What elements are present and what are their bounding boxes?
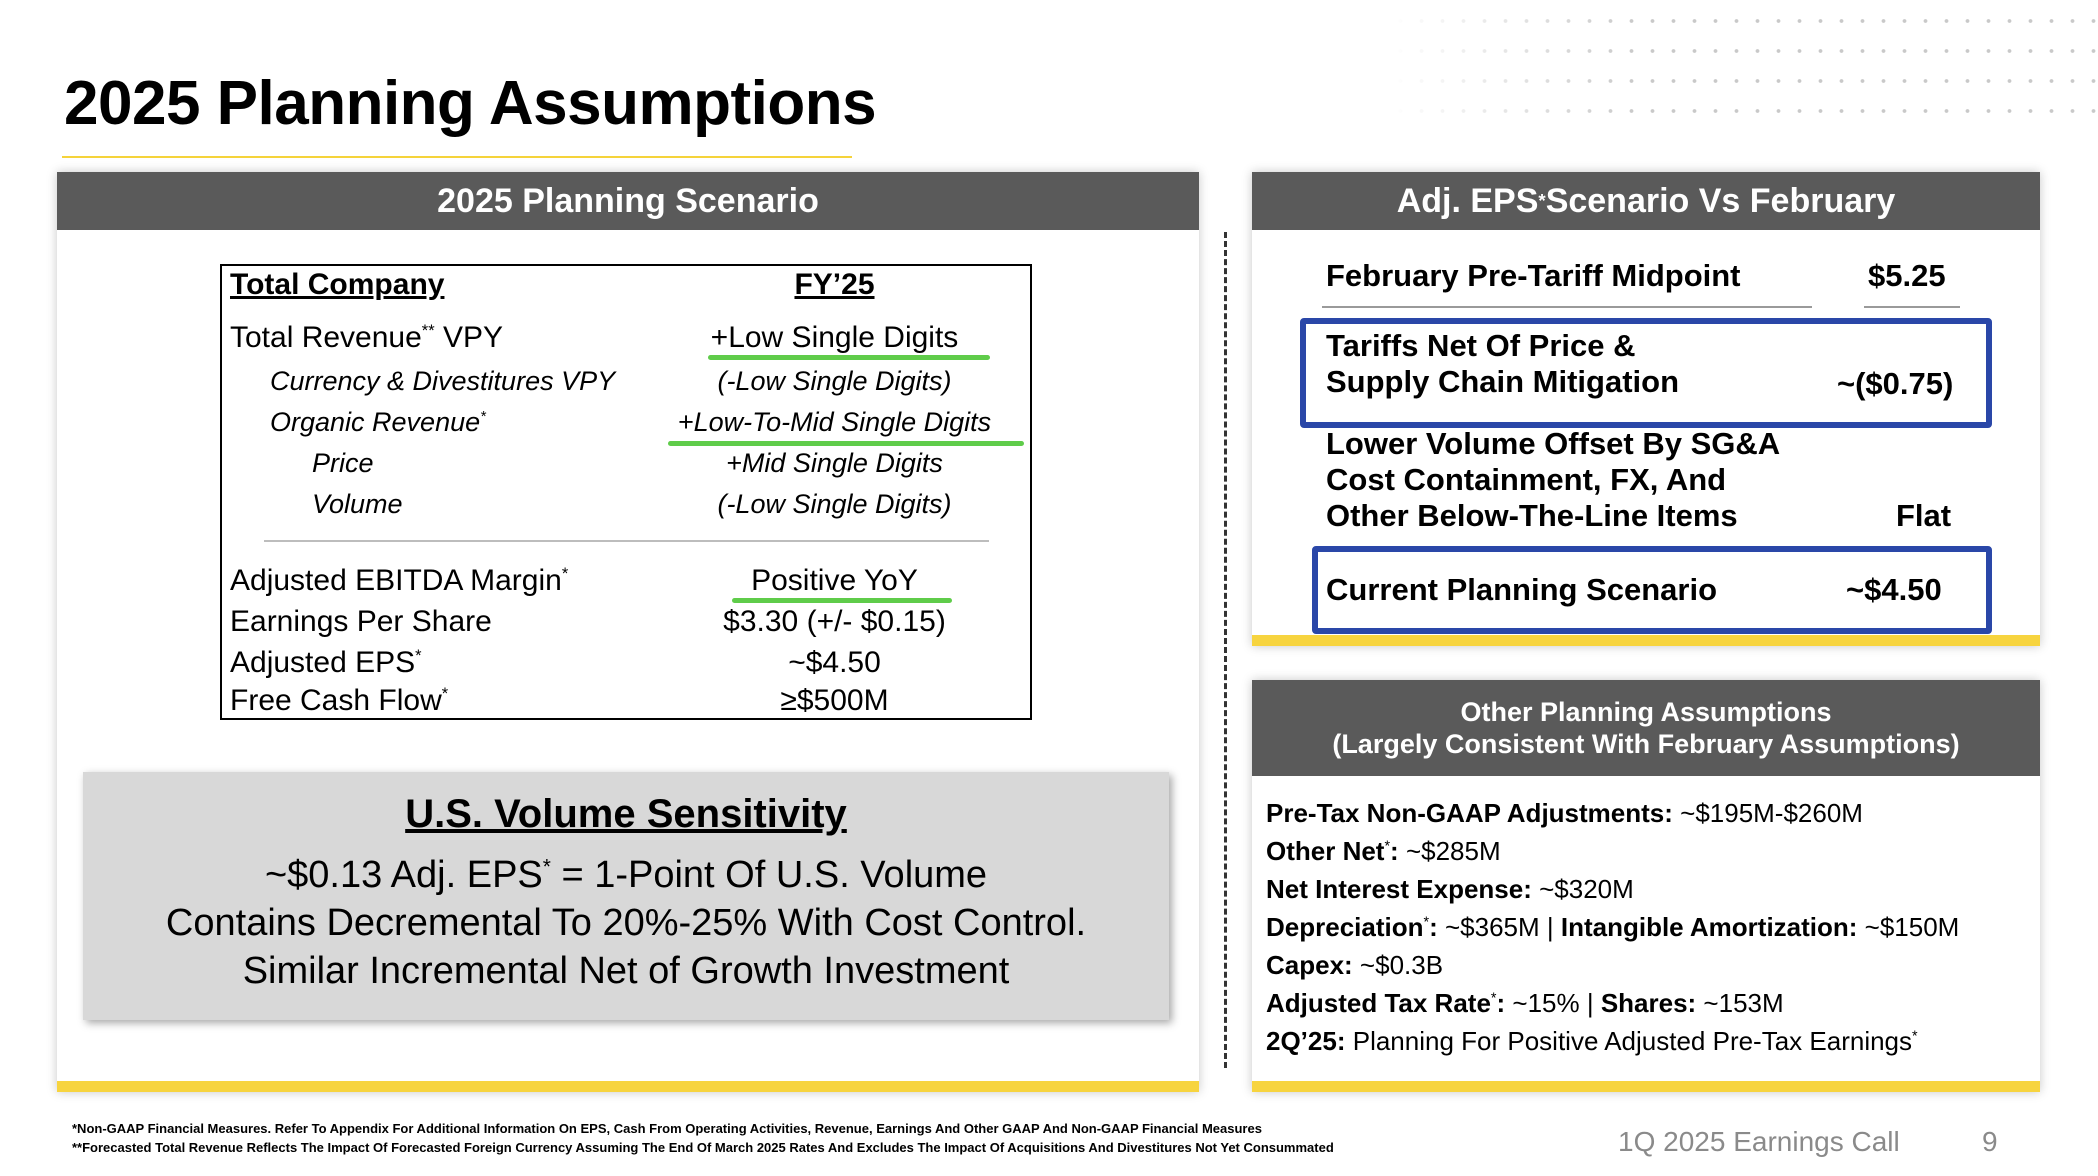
sensitivity-line: ~$0.13 Adj. EPS* = 1-Point Of U.S. Volume: [264, 854, 988, 896]
row-value: $3.30 (+/- $0.15): [723, 605, 946, 638]
assumption-item: Capex: ~$0.3B: [1266, 950, 1444, 980]
row-value: (-Low Single Digits): [717, 489, 952, 519]
row-underline: [1864, 306, 1960, 308]
eps-row-value: ~($0.75): [1837, 366, 1954, 401]
planning-scenario-header: 2025 Planning Scenario: [57, 172, 1199, 230]
other-assumptions-header: Other Planning Assumptions (Largely Consistent With February Assumptions): [1252, 680, 2040, 776]
table-divider: [264, 540, 989, 542]
page-number: 9: [1982, 1126, 1998, 1157]
title-underline: [62, 156, 852, 158]
row-value: Positive YoY: [751, 564, 918, 597]
yellow-accent-band: [1252, 635, 2040, 646]
fy25-table: Total Company FY’25 Total Revenue** VPY +Low Single Digits Currency & Divestitures VPY (-Low Single Digits) Organic Revenue* +Low-To-Mid Single Digits Price +Mid Single Digits Volume (-Low Single Digits) Adjusted EBITDA Margin* Positive YoY Earnings Per Share $3.30 (+/- $0.15) Adjusted EPS* ~$4.50 Free Cash Flow* ≥$500M: [220, 264, 1032, 720]
row-value: +Low-To-Mid Single Digits: [677, 407, 992, 437]
col-header-fy25: FY’25: [794, 268, 875, 301]
eps-row-value: ~$4.50: [1846, 572, 1942, 607]
assumption-item: 2Q’25: Planning For Positive Adjusted Pre-Tax Earnings*: [1266, 1026, 1918, 1056]
sensitivity-title: U.S. Volume Sensitivity: [405, 792, 847, 836]
volume-sensitivity-box: [83, 772, 1169, 1020]
eps-scenario-panel: [1252, 172, 2040, 646]
page-title: 2025 Planning Assumptions: [64, 69, 877, 138]
eps-row-label: Tariffs Net Of Price & Supply Chain Mitigation: [1326, 328, 1680, 399]
footnote: **Forecasted Total Revenue Reflects The Impact Of Forecasted Foreign Currency Assuming The End Of March 2025 Rates And Excludes The Impact Of Acquisitions And Divestitures Not Yet Consummated: [72, 1140, 1334, 1155]
row-value: +Low Single Digits: [710, 321, 959, 354]
yellow-accent-band: [1252, 1081, 2040, 1092]
planning-scenario-panel: [57, 172, 1199, 1092]
col-header-total-company: Total Company: [230, 268, 445, 301]
assumption-item: Net Interest Expense: ~$320M: [1266, 874, 1634, 904]
row-underline: [1322, 306, 1812, 308]
eps-row-label: Lower Volume Offset By SG&A Cost Containment, FX, And Other Below-The-Line Items: [1326, 426, 1781, 533]
footer-event-label: 1Q 2025 Earnings Call: [1618, 1126, 1900, 1157]
row-value: ~$4.50: [788, 646, 881, 679]
row-value: (-Low Single Digits): [717, 366, 952, 396]
row-value: ≥$500M: [780, 684, 889, 717]
assumption-item: Other Net*: ~$285M: [1266, 836, 1501, 866]
sensitivity-line: Similar Incremental Net of Growth Investment: [242, 950, 1010, 992]
eps-row-value: Flat: [1896, 498, 1952, 533]
yellow-accent-band: [57, 1081, 1199, 1092]
green-highlight-underline: [668, 441, 1024, 446]
eps-scenario-header: Adj. EPS * Scenario Vs February: [1252, 172, 2040, 230]
dot-pattern-decoration: [1390, 0, 2098, 120]
green-highlight-underline: [732, 598, 952, 603]
other-assumptions-panel: [1252, 680, 2040, 1092]
green-highlight-underline: [708, 355, 990, 360]
assumption-item: Pre-Tax Non-GAAP Adjustments: ~$195M-$260M: [1266, 798, 1863, 828]
sensitivity-line: Contains Decremental To 20%-25% With Cost Control.: [165, 902, 1087, 944]
footnote: *Non-GAAP Financial Measures. Refer To Appendix For Additional Information On EPS, Cash From Operating Activities, Revenue, Earnings And Other GAAP And Non-GAAP Financial Measures: [72, 1121, 1262, 1136]
assumption-item: Depreciation*: ~$365M | Intangible Amortization: ~$150M: [1266, 912, 1960, 942]
eps-row-label: Current Planning Scenario: [1326, 572, 1718, 607]
assumption-item: Adjusted Tax Rate*: ~15% | Shares: ~153M: [1266, 988, 1784, 1018]
row-value: +Mid Single Digits: [726, 448, 943, 478]
dashed-vertical-divider: [1224, 232, 1227, 1068]
eps-row-value: $5.25: [1868, 258, 1946, 293]
eps-row-label: February Pre-Tariff Midpoint: [1326, 258, 1741, 293]
